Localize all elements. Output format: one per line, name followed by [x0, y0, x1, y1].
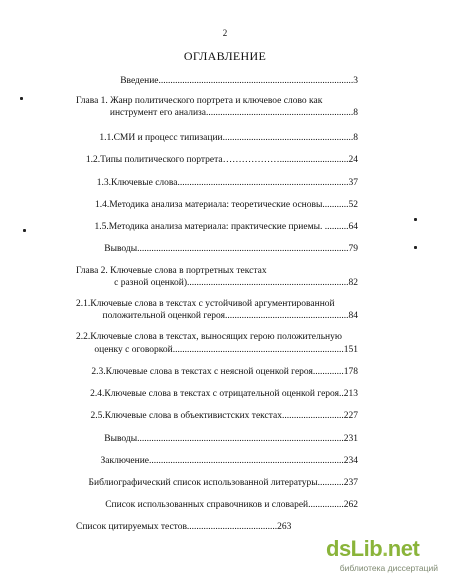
toc-entry-2-2-line-2: оценку с оговоркой........................................................................151 — [94, 345, 358, 355]
toc-entry-introduction: Введение..................................................................................3 — [120, 76, 358, 86]
logo-dot: . — [382, 536, 388, 561]
toc-title: ОГЛАВЛЕНИЕ — [183, 49, 267, 63]
toc-entry-cited-texts: Список цитируемых тестов......................................263 — [76, 522, 292, 532]
toc-entry-conclusions-1: Выводы.........................................................................................79 — [104, 244, 358, 254]
watermark-tagline: библиотека диссертаций — [339, 563, 438, 573]
toc-entry-2-3: 2.3.Ключевые слова в текстах с неясной оценкой героя.............178 — [91, 367, 358, 377]
toc-entry-conclusion: Заключение..................................................................................234 — [100, 456, 358, 466]
page-number: 2 — [222, 28, 228, 38]
logo-main-text: dsLib — [326, 536, 383, 561]
toc-entry-conclusions-2: Выводы.......................................................................................231 — [104, 434, 358, 444]
toc-entry-chapter-1-line-1: Глава 1. Жанр политического портрета и ключевое слово как — [76, 96, 323, 106]
toc-entry-2-5: 2.5.Ключевые слова в объективистских текстах..........................227 — [90, 411, 358, 421]
toc-entry-1-4: 1.4.Методика анализа материала: теоретические основы...........52 — [94, 200, 358, 210]
toc-entry-dictionaries: Список использованных справочников и словарей...............262 — [105, 500, 358, 510]
dslib-logo — [326, 536, 419, 562]
scan-speck — [414, 218, 417, 221]
toc-entry-2-1-line-1: 2.1.Ключевые слова в текстах с устойчивой аргументированной — [76, 299, 335, 309]
toc-entry-1-3: 1.3.Ключевые слова........................................................................37 — [96, 178, 358, 188]
toc-entry-2-2-line-1: 2.2.Ключевые слова в текстах, выносящих герою положительную — [76, 332, 342, 342]
scan-speck — [20, 97, 23, 100]
toc-entry-bibliography: Библиографический список использованной литературы...........237 — [88, 478, 358, 488]
logo-tld-text: net — [387, 536, 420, 561]
scan-speck — [23, 229, 26, 232]
scan-speck — [414, 246, 417, 249]
dslib-watermark — [318, 536, 438, 578]
toc-entry-chapter-2-line-1: Глава 2. Ключевые слова в портретных текстах — [76, 266, 267, 276]
toc-entry-2-1-line-2: положительной оценкой героя....................................................84 — [102, 311, 358, 321]
toc-entry-1-1: 1.1.СМИ и процесс типизации.......................................................8 — [99, 133, 358, 143]
toc-entry-chapter-2-line-2: с разной оценкой)....................................................................82 — [114, 278, 358, 288]
toc-entry-2-4: 2.4.Ключевые слова в текстах с отрицательной оценкой героя..213 — [90, 389, 358, 399]
toc-entry-1-2: 1.2.Типы политического портрета……………….............................24 — [85, 155, 358, 165]
toc-entry-1-5: 1.5.Методика анализа материала: практические приемы. ..........64 — [94, 222, 358, 232]
toc-entry-chapter-1-line-2: инструмент его анализа..............................................................8 — [109, 108, 358, 118]
